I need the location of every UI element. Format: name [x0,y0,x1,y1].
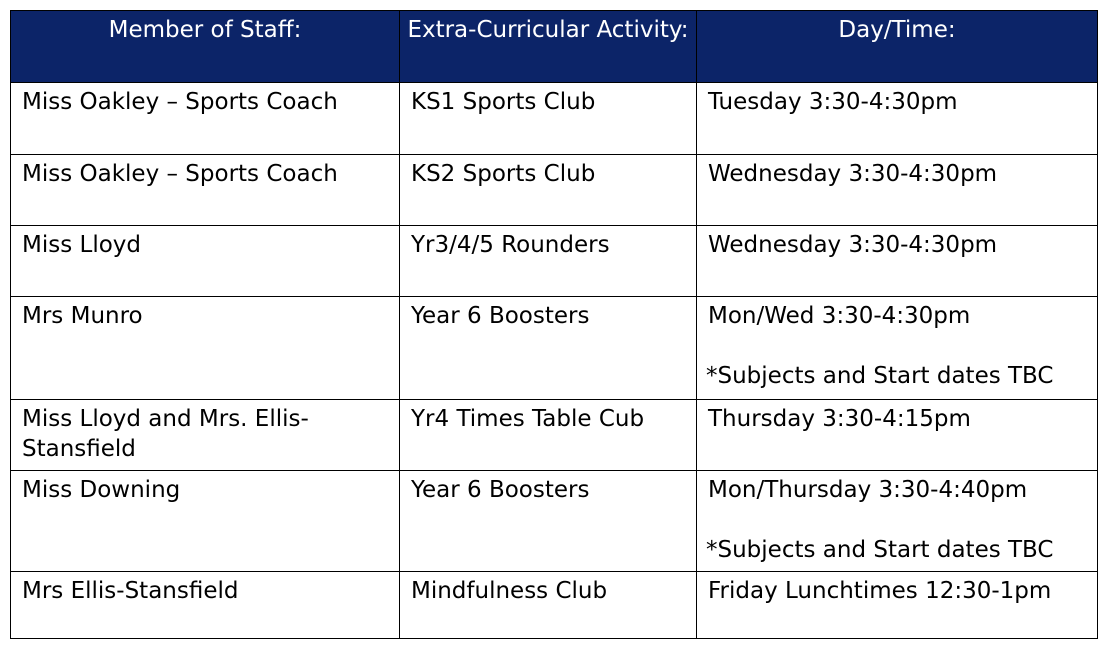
table-row [11,226,1098,297]
staff-cell: Miss Oakley – Sports Coach [11,83,400,155]
time-text: Mon/Wed 3:30-4:30pm [708,303,971,329]
activity-cell: Year 6 Boosters [400,471,697,572]
header-staff: Member of Staff: [11,11,400,83]
staff-cell: Miss Oakley – Sports Coach [11,155,400,226]
table-row [11,155,1098,226]
time-text: Mon/Thursday 3:30-4:40pm [708,477,1028,503]
staff-cell: Mrs Munro [11,297,400,400]
header-row [11,11,1098,83]
table-row [11,572,1098,639]
time-cell [697,297,1098,400]
activity-cell: Mindfulness Club [400,572,697,639]
time-cell: Friday Lunchtimes 12:30-1pm [697,572,1098,639]
time-cell: Thursday 3:30-4:15pm [697,400,1098,471]
table-row [11,471,1098,572]
time-cell [697,471,1098,572]
header-day-time: Day/Time: [697,11,1098,83]
staff-cell: Miss Lloyd [11,226,400,297]
staff-cell: Miss Lloyd and Mrs. Ellis-Stansfield [11,400,400,471]
activity-cell: KS1 Sports Club [400,83,697,155]
activity-cell: Yr4 Times Table Cub [400,400,697,471]
table-row [11,83,1098,155]
time-cell: Wednesday 3:30-4:30pm [697,226,1098,297]
activity-cell: Yr3/4/5 Rounders [400,226,697,297]
activity-cell: Year 6 Boosters [400,297,697,400]
header-activity: Extra-Curricular Activity: [400,11,697,83]
clubs-schedule [10,10,1097,639]
clubs-table [10,10,1098,639]
activity-cell: KS2 Sports Club [400,155,697,226]
staff-cell: Miss Downing [11,471,400,572]
time-note: *Subjects and Start dates TBC [706,363,1054,389]
table-row [11,400,1098,471]
time-note: *Subjects and Start dates TBC [706,537,1054,563]
time-cell: Wednesday 3:30-4:30pm [697,155,1098,226]
staff-cell: Mrs Ellis-Stansfield [11,572,400,639]
time-cell: Tuesday 3:30-4:30pm [697,83,1098,155]
table-row [11,297,1098,400]
